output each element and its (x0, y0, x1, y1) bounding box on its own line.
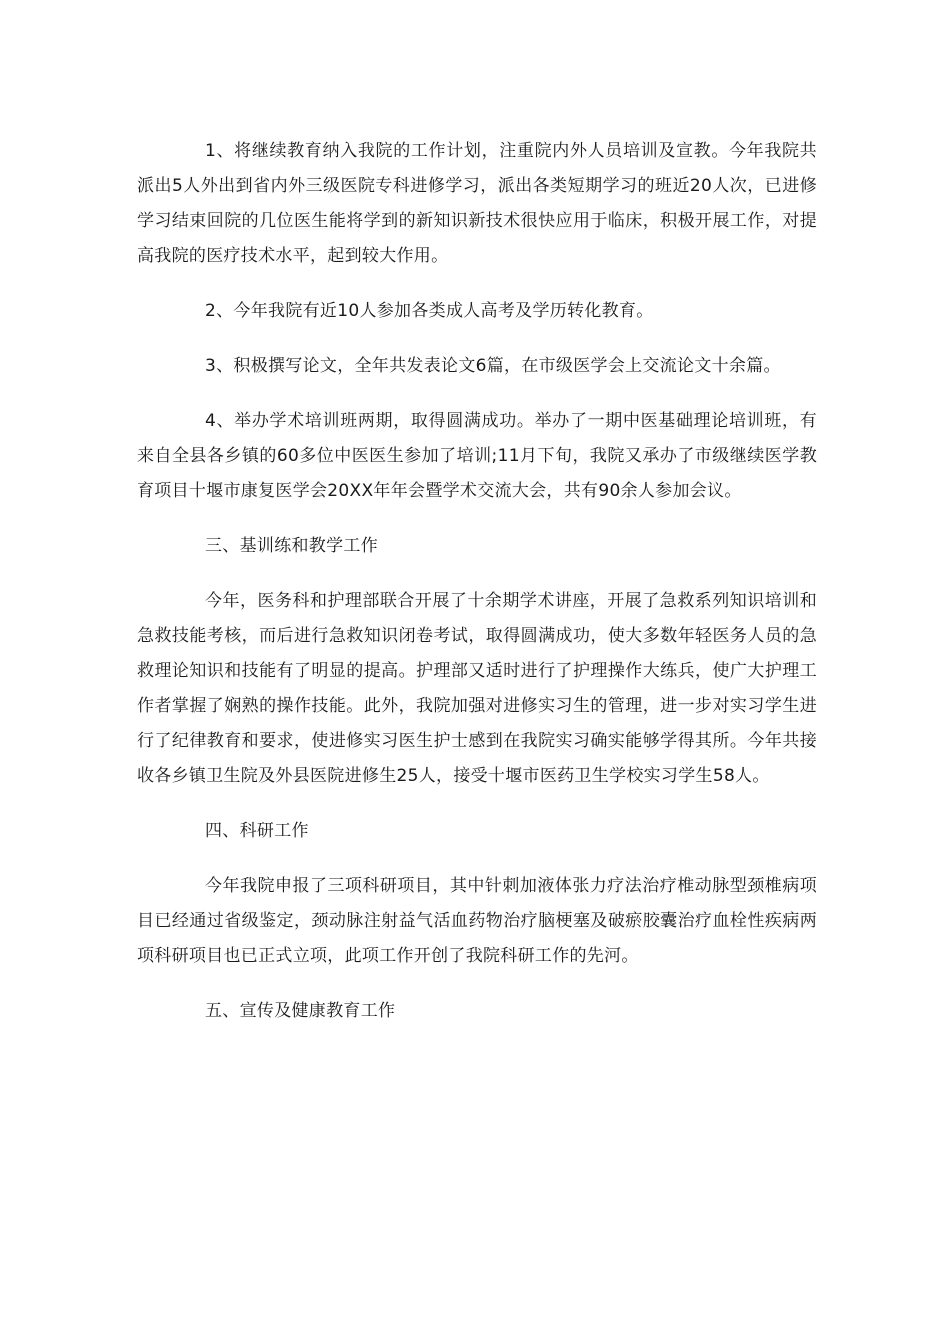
paragraph-training-teaching: 今年，医务科和护理部联合开展了十余期学术讲座，开展了急救系列知识培训和急救技能考核，而后进行急救知识闭卷考试，取得圆满成功，使大多数年轻医务人员的急救理论知识和技能有了明显的提高。护理部又适时进行了护理操作大练兵，使广大护理工作者掌握了娴熟的操作技能。此外，我院加强对进修实习生的管理，进一步对实习学生进行了纪律教育和要求，使进修实习医生护士感到在我院实习确实能够学得其所。今年共接收各乡镇卫生院及外县医院进修生25人，接受十堰市医药卫生学校实习学生58人。 (137, 591, 817, 786)
paragraph-adult-education: 2、今年我院有近10人参加各类成人高考及学历转化教育。 (205, 301, 654, 321)
section-heading-research: 四、科研工作 (205, 821, 309, 841)
paragraph-continuing-education: 1、将继续教育纳入我院的工作计划，注重院内外人员培训及宣教。今年我院共派出5人外出到省内外三级医院专科进修学习，派出各类短期学习的班近20人次，已进修学习结束回院的几位医生能将学到的新知识新技术很快应用于临床，积极开展工作，对提高我院的医疗技术水平，起到较大作用。 (137, 141, 817, 266)
paragraph-papers: 3、积极撰写论文，全年共发表论文6篇，在市级医学会上交流论文十余篇。 (205, 356, 781, 376)
section-heading-health-education: 五、宣传及健康教育工作 (205, 1001, 396, 1021)
paragraph-training-classes: 4、举办学术培训班两期，取得圆满成功。举办了一期中医基础理论培训班，有来自全县各乡镇的60多位中医医生参加了培训;11月下旬，我院又承办了市级继续医学教育项目十堰市康复医学会20XX年年会暨学术交流大会，共有90余人参加会议。 (137, 411, 817, 501)
paragraph-research: 今年我院申报了三项科研项目，其中针刺加液体张力疗法治疗椎动脉型颈椎病项目已经通过省级鉴定，颈动脉注射益气活血药物治疗脑梗塞及破瘀胶囊治疗血栓性疾病两项科研项目也已正式立项，此项工作开创了我院科研工作的先河。 (137, 876, 817, 966)
document-body (137, 134, 817, 1029)
section-heading-training-teaching: 三、基训练和教学工作 (205, 536, 378, 556)
